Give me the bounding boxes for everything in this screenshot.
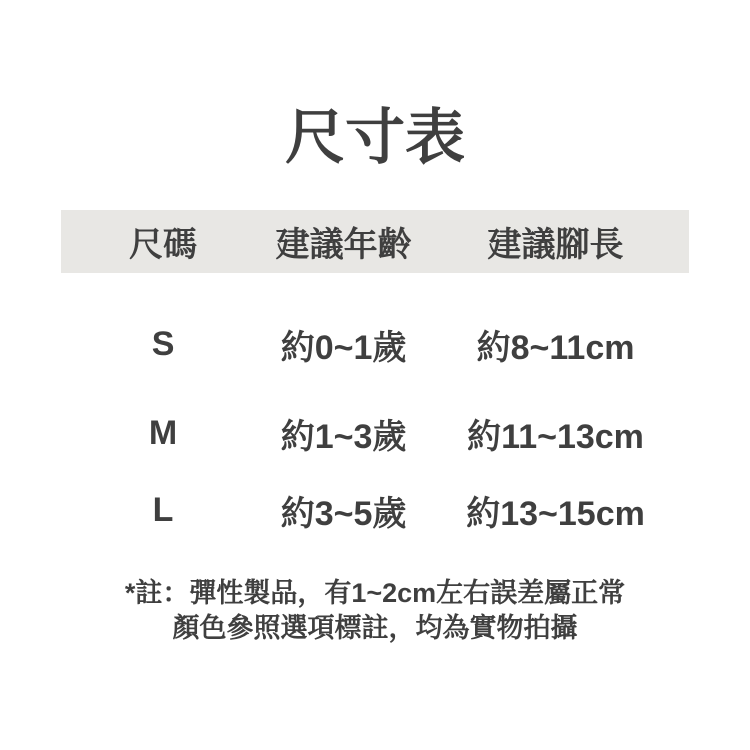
note-line-2: 顏色參照選項標註，均為實物拍攝	[172, 613, 578, 643]
note-line-1: *註：彈性製品，有1~2cm左右誤差屬正常	[124, 578, 626, 608]
table-header-row	[61, 210, 689, 273]
footnotes	[0, 576, 750, 646]
cell-age: 約3~5歲	[280, 494, 407, 533]
cell-foot-length: 約11~13cm	[467, 417, 644, 456]
cell-age: 約0~1歲	[280, 328, 407, 367]
cell-foot-length: 約8~11cm	[476, 328, 635, 367]
cell-age: 約1~3歲	[280, 417, 407, 456]
page-title: 尺寸表	[285, 104, 465, 171]
header-cell-size: 尺碼	[129, 226, 198, 264]
header-cell-foot-length: 建議腳長	[487, 226, 624, 264]
table-row	[61, 324, 689, 367]
cell-size: L	[152, 490, 174, 529]
size-table	[61, 210, 689, 533]
cell-foot-length: 約13~15cm	[466, 494, 645, 533]
table-row	[61, 490, 689, 533]
cell-size: M	[148, 413, 178, 452]
table-row	[61, 413, 689, 456]
header-cell-age: 建議年齡	[275, 226, 412, 264]
cell-size: S	[151, 324, 175, 363]
